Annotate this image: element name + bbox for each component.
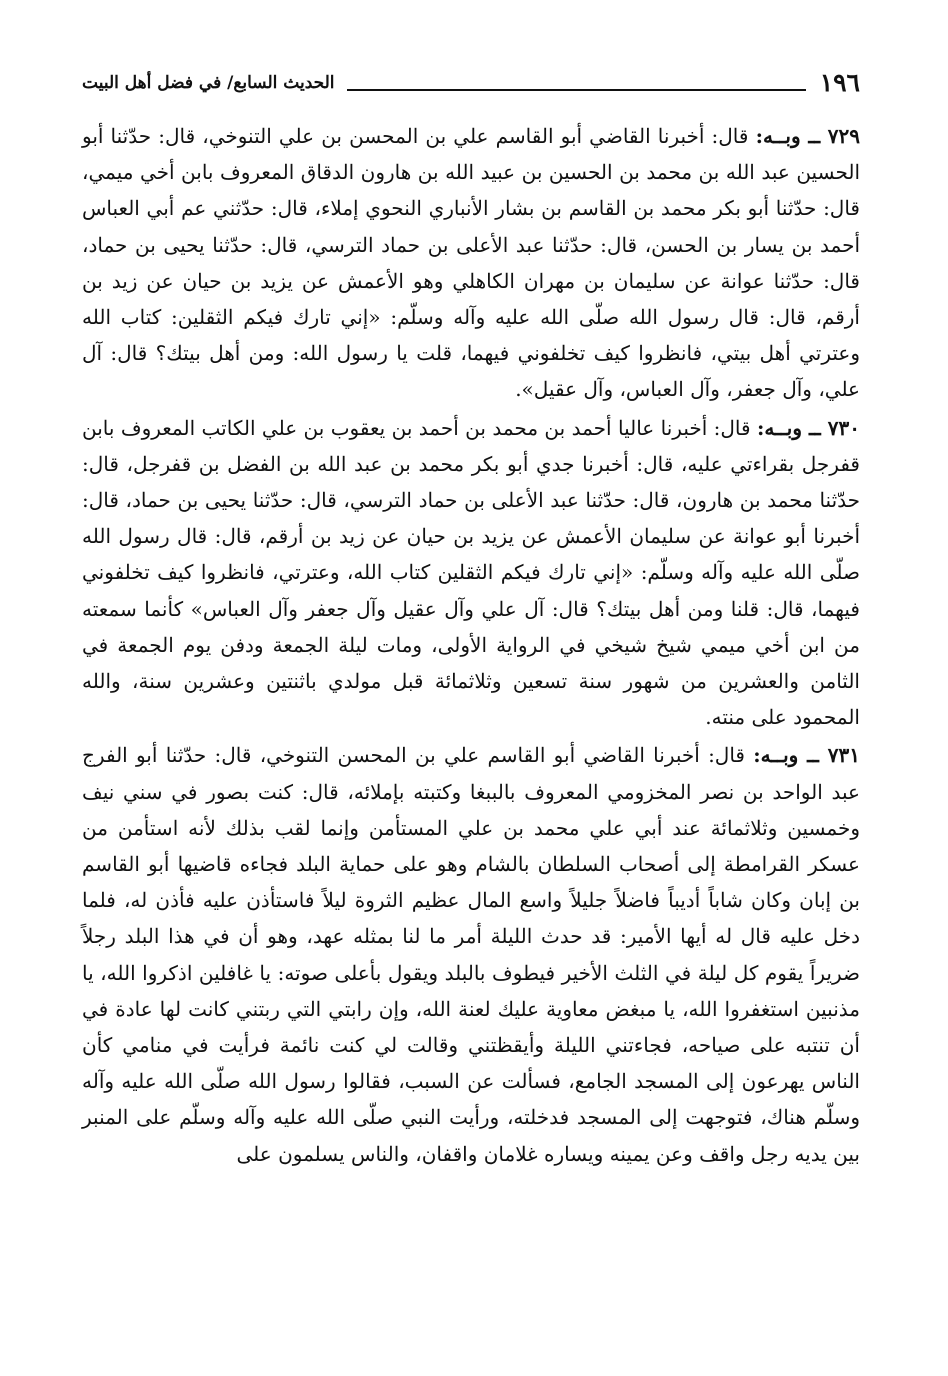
page-number: ١٩٦ [819,68,860,97]
hadith-number: ٧٢٩ ــ وبــه: [755,124,860,148]
page-header [82,58,860,98]
running-title: الحديث السابع/ في فضل أهل البيت [82,73,335,93]
hadith-number: ٧٣١ ــ وبــه: [753,743,860,768]
header-rule [347,89,806,91]
hadith-text: قال: أخبرنا عاليا أحمد بن محمد بن أحمد بن يعقوب بن علي الكاتب المعروف بابن قفرجل بقراءتي عليه، قال: أخبرنا جدي أبو بكر محمد بن عبد الله بن الفضل بن قفرجل، قال: حدّثنا محمد بن هارون، قال: حدّثنا عبد الأعلى بن حماد الترسي، قال: حدّثنا يحيى بن حماد، قال: أخبرنا أبو عوانة عن سليمان الأعمش عن يزيد بن حيان عن زيد بن أرقم، قال: قال رسول الله صلّى الله عليه وآله وسلّم: «إني تارك فيكم الثقلين كتاب الله، وعترتي، فانظروا كيف تخلفوني فيهما، قال: قلنا ومن أهل بيتك؟ قال: آل علي وآل عقيل وآل جعفر وآل العباس» كأنما سمعته من ابن أخي ميمي شيخ شيخي في الرواية الأولى، ومات ليلة الجمعة ودفن يوم الجمعة في الثامن والعشرين من شهور سنة تسعين وثلاثمائة قبل مولدي باثنتين وعشرين سنة، والله المحمود على منته. [82,415,860,730]
hadith-paragraph-729 [82,118,860,408]
hadith-number: ٧٣٠ ــ وبــه: [756,415,860,440]
page-body [82,118,860,1174]
hadith-text: قال: أخبرنا القاضي أبو القاسم علي بن المحسن بن علي التنوخي، قال: حدّثنا أبو الحسين عبد الله بن محمد بن الحسين بن عبيد الله بن هارون الدقاق المعروف بابن أخي ميمي، قال: حدّثنا أبو بكر محمد بن القاسم بن بشار الأنباري النحوي إملاء، قال: حدّثني عم أبي العباس أحمد بن يسار بن الحسن، قال: حدّثنا عبد الأعلى بن حماد الترسي، قال: حدّثنا يحيى بن حماد، قال: حدّثنا عوانة عن سليمان بن مهران الكاهلي وهو الأعمش عن يزيد بن حيان عن زيد بن أرقم، قال: قال رسول الله صلّى الله عليه وآله وسلّم: «إني تارك فيكم الثقلين: كتاب الله وعترتي أهل بيتي، فانظروا كيف تخلفوني فيهما، قلت يا رسول الله: ومن أهل بيتك؟ قال: آل علي، وآل جعفر، وآل العباس، وآل عقيل». [82,124,860,402]
hadith-paragraph-731 [82,737,860,1171]
hadith-text: قال: أخبرنا القاضي أبو القاسم علي بن المحسن التنوخي، قال: حدّثنا أبو الفرج عبد الواحد بن نصر المخزومي المعروف بالببغا وكتبته بإملائه، قال: كنت بصور في سني نيف وخمسين وثلاثمائة عند أبي علي محمد بن علي المستأمن وإنما لقب بذلك لأنه استأمن من عسكر القرامطة إلى أصحاب السلطان بالشام وهو على حماية البلد فجاءه قاضيها أبو القاسم بن إبان وكان شاباً أديباً فاضلاً جليلاً واسع المال عظيم الثروة ليلاً فاستأذن عليه فأذن له، فلما دخل عليه قال له أيها الأمير: قد حدث الليلة أمر ما لنا بمثله عهد، وهو أن في هذا البلد رجلاً ضريراً يقوم كل ليلة في الثلث الأخير فيطوف بالبلد ويقول بأعلى صوته: يا غافلين اذكروا الله، يا مذنبين استغفروا الله، يا مبغض معاوية عليك لعنة الله، وإن رابتي التي ربتني كانت لها عادة في أن تنتبه على صياحه، فجاءتني الليلة وأيقظتني وقالت لي كنت نائمة فرأيت في منامي كأن الناس يهرعون إلى المسجد الجامع، فسألت عن السبب، فقالوا رسول الله صلّى الله عليه وآله وسلّم هناك، فتوجهت إلى المسجد فدخلته، ورأيت النبي صلّى الله عليه وآله وسلّم على المنبر بين يديه رجل واقف وعن يمينه ويساره غلامان واقفان، والناس يسلمون على [82,743,860,1166]
hadith-paragraph-730 [82,410,860,736]
